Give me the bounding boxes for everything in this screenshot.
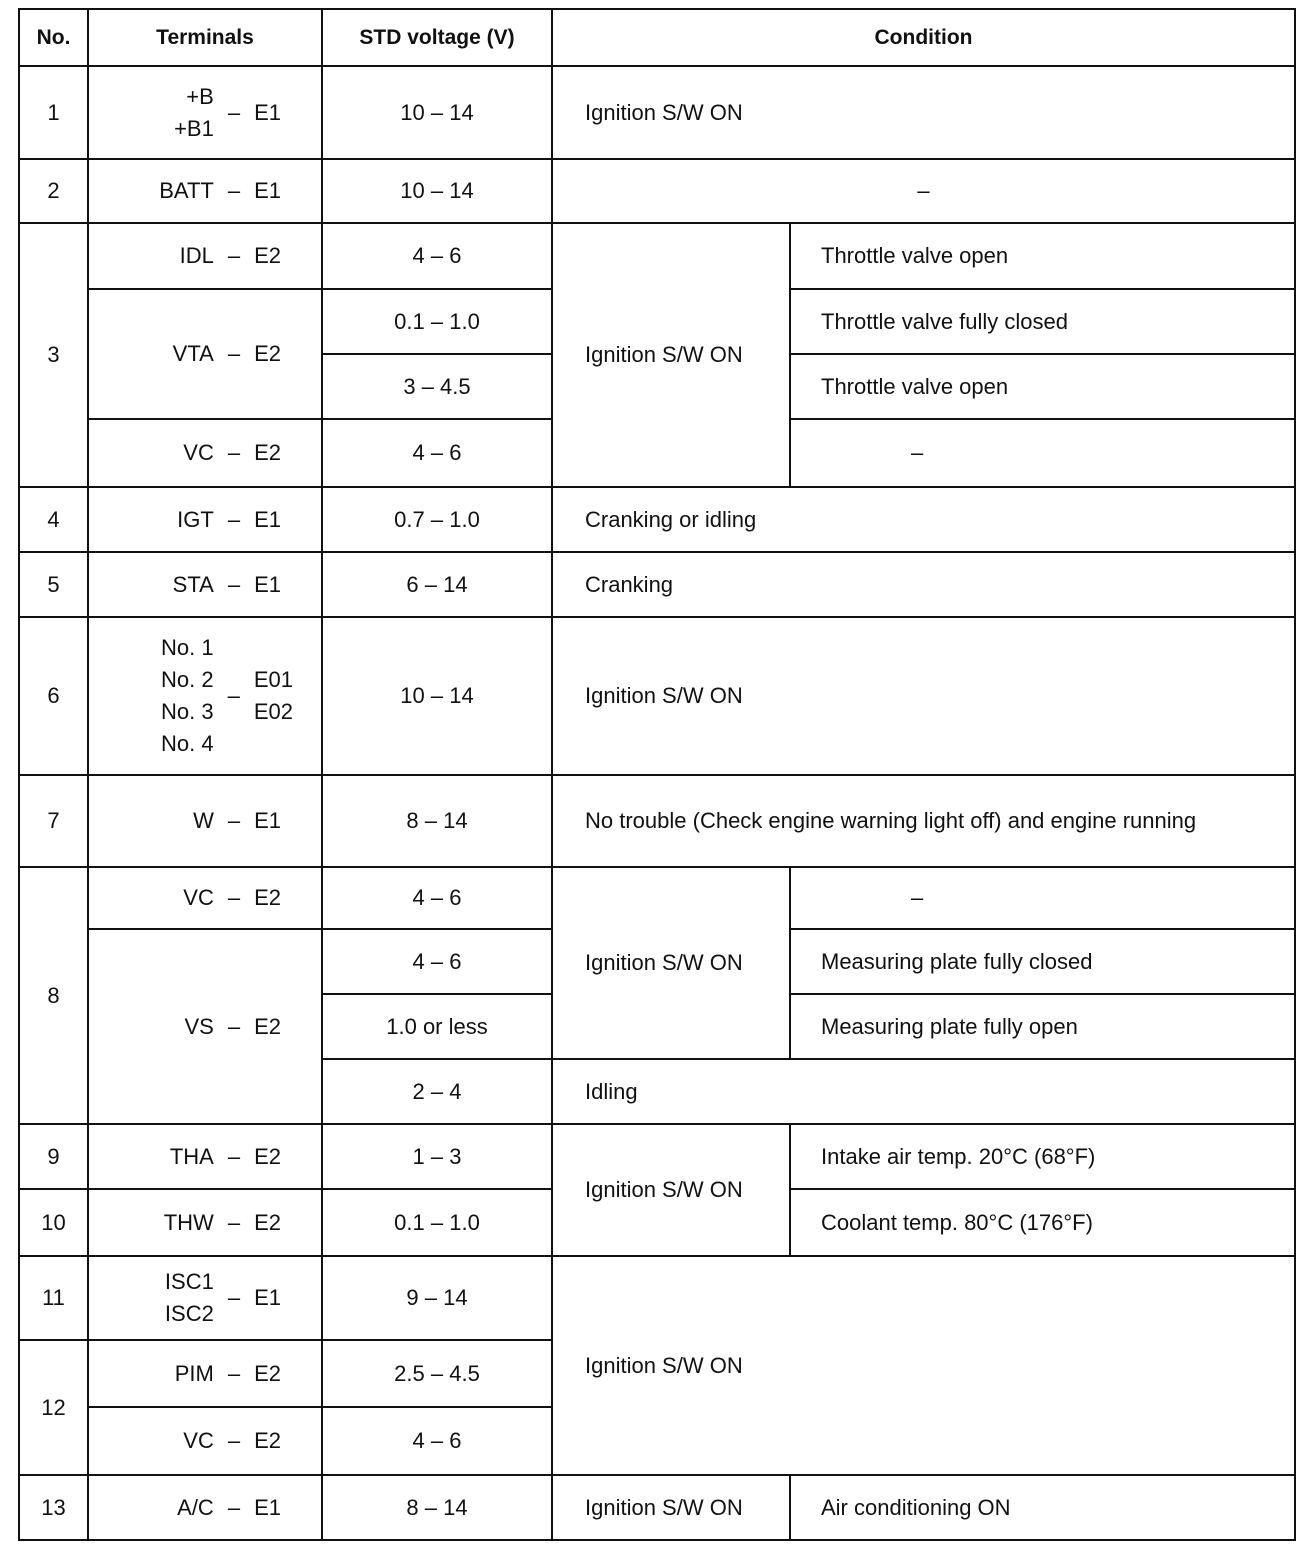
table-row (19, 487, 1295, 552)
terminal-dash: – (227, 1285, 241, 1310)
terminal-dash: – (227, 1360, 241, 1386)
ground-terminal: E2 (254, 440, 281, 465)
terminal-label: VC (183, 1428, 214, 1453)
terminal-cell (88, 289, 322, 419)
condition-cell: Ignition S/W ON (552, 66, 1295, 159)
voltage-cell: 0.1 – 1.0 (322, 1189, 552, 1256)
row-number: 3 (19, 223, 88, 487)
terminal-dash: – (227, 243, 241, 268)
ground-terminal: E2 (254, 1013, 281, 1039)
table-row (19, 1256, 1295, 1340)
condition-detail: Air conditioning ON (790, 1475, 1295, 1540)
terminal-cell (88, 1340, 322, 1407)
voltage-cell: 3 – 4.5 (322, 354, 552, 419)
table-row (19, 66, 1295, 159)
condition-cell: Ignition S/W ON (552, 1256, 1295, 1475)
header-voltage: STD voltage (V) (322, 9, 552, 66)
terminal-cell (88, 775, 322, 867)
terminal-dash: – (227, 683, 240, 708)
condition-detail: Measuring plate fully closed (790, 929, 1295, 994)
terminal-label: +B1 (174, 115, 214, 141)
terminal-cell (88, 867, 322, 929)
ground-terminal: E2 (254, 1209, 281, 1235)
voltage-cell: 4 – 6 (322, 929, 552, 994)
terminal-label: THA (169, 1143, 214, 1169)
voltage-cell: 8 – 14 (322, 775, 552, 867)
condition-cell: No trouble (Check engine warning light off) and engine running (552, 775, 1295, 867)
terminal-label: W (193, 808, 214, 833)
ground-terminal: E01 (253, 667, 293, 692)
voltage-cell: 4 – 6 (322, 419, 552, 487)
table-row (19, 159, 1295, 223)
terminal-dash: – (227, 99, 241, 125)
terminal-dash: – (227, 1143, 241, 1169)
ground-terminal: E1 (254, 1285, 281, 1310)
terminal-dash: – (227, 440, 241, 465)
row-number: 4 (19, 487, 88, 552)
row-number: 7 (19, 775, 88, 867)
row-number: 1 (19, 66, 88, 159)
terminal-label: IGT (177, 506, 214, 532)
terminal-dash: – (227, 885, 241, 910)
terminal-label: No. 2 (161, 667, 214, 692)
table-row (19, 552, 1295, 617)
row-number: 9 (19, 1124, 88, 1189)
condition-detail: Throttle valve fully closed (790, 289, 1295, 354)
terminal-cell (88, 552, 322, 617)
terminal-label: No. 4 (161, 731, 214, 756)
condition-cell: Idling (552, 1059, 1295, 1124)
voltage-cell: 0.1 – 1.0 (322, 289, 552, 354)
condition-detail: Intake air temp. 20°C (68°F) (790, 1124, 1295, 1189)
voltage-cell: 9 – 14 (322, 1256, 552, 1340)
ground-terminal: E2 (254, 1143, 281, 1169)
terminal-label: ISC2 (164, 1301, 214, 1326)
terminal-dash: – (227, 1494, 241, 1520)
row-number: 8 (19, 867, 88, 1124)
table-row (19, 775, 1295, 867)
voltage-cell: 10 – 14 (322, 617, 552, 775)
table-row (19, 617, 1295, 775)
ground-terminal: E2 (254, 243, 281, 268)
terminal-dash: – (227, 571, 241, 597)
voltage-cell: 6 – 14 (322, 552, 552, 617)
terminal-label: ISC1 (164, 1269, 214, 1294)
voltage-cell: 10 – 14 (322, 66, 552, 159)
row-number: 10 (19, 1189, 88, 1256)
terminal-label: PIM (174, 1360, 214, 1386)
voltage-cell: 0.7 – 1.0 (322, 487, 552, 552)
condition-cell: Cranking or idling (552, 487, 1295, 552)
terminal-cell (88, 487, 322, 552)
condition-cell: Ignition S/W ON (552, 1124, 790, 1256)
terminal-label: A/C (177, 1494, 214, 1520)
condition-cell: – (552, 159, 1295, 223)
ground-terminal: E2 (254, 885, 281, 910)
terminal-cell (88, 1407, 322, 1475)
ground-terminal: E2 (254, 1428, 281, 1453)
row-number: 12 (19, 1340, 88, 1475)
terminal-dash: – (227, 1428, 241, 1453)
terminal-label: VS (184, 1013, 214, 1039)
table-row (19, 223, 1295, 289)
voltage-cell: 2.5 – 4.5 (322, 1340, 552, 1407)
ground-terminal: E2 (254, 341, 281, 366)
terminal-dash: – (227, 808, 241, 833)
table-row (19, 1124, 1295, 1189)
voltage-cell: 2 – 4 (322, 1059, 552, 1124)
condition-cell: Ignition S/W ON (552, 1475, 790, 1540)
row-number: 6 (19, 617, 88, 775)
terminal-label: IDL (179, 243, 214, 268)
row-number: 5 (19, 552, 88, 617)
terminal-label: No. 1 (161, 635, 214, 660)
table-row (19, 1475, 1295, 1540)
terminal-cell (88, 617, 322, 775)
row-number: 13 (19, 1475, 88, 1540)
header-terminals: Terminals (88, 9, 322, 66)
ground-terminal: E1 (254, 99, 281, 125)
condition-detail: Measuring plate fully open (790, 994, 1295, 1059)
voltage-cell: 10 – 14 (322, 159, 552, 223)
condition-detail: – (790, 419, 1295, 487)
header-condition: Condition (552, 9, 1295, 66)
condition-cell: Ignition S/W ON (552, 867, 790, 1059)
voltage-cell: 4 – 6 (322, 1407, 552, 1475)
ground-terminal: E1 (254, 178, 281, 203)
terminal-label: No. 3 (161, 699, 214, 724)
condition-detail: Throttle valve open (790, 354, 1295, 419)
ground-terminal: E1 (254, 506, 281, 532)
terminal-cell (88, 419, 322, 487)
terminal-dash: – (227, 506, 241, 532)
ground-terminal: E1 (254, 571, 281, 597)
condition-detail: Throttle valve open (790, 223, 1295, 289)
header-no: No. (19, 9, 88, 66)
terminal-label: +B (186, 83, 214, 109)
ground-terminal: E1 (254, 808, 281, 833)
terminal-dash: – (227, 178, 241, 203)
ground-terminal: E1 (254, 1494, 281, 1520)
voltage-cell: 4 – 6 (322, 223, 552, 289)
terminal-label: THW (163, 1209, 214, 1235)
condition-detail: Coolant temp. 80°C (176°F) (790, 1189, 1295, 1256)
terminal-cell (88, 1256, 322, 1340)
terminal-cell (88, 1189, 322, 1256)
condition-detail: – (790, 867, 1295, 929)
terminal-label: BATT (159, 178, 214, 203)
row-number: 2 (19, 159, 88, 223)
terminal-dash: – (227, 1209, 241, 1235)
terminal-label: VC (183, 440, 214, 465)
terminal-cell (88, 929, 322, 1124)
terminal-voltage-table (18, 8, 1296, 1541)
terminal-cell (88, 1475, 322, 1540)
table-header-row (19, 9, 1295, 66)
terminal-dash: – (227, 1013, 241, 1039)
terminal-label: VC (183, 885, 214, 910)
voltage-cell: 8 – 14 (322, 1475, 552, 1540)
terminal-cell (88, 159, 322, 223)
terminal-cell (88, 1124, 322, 1189)
ground-terminal: E02 (253, 699, 293, 724)
terminal-label: VTA (172, 341, 214, 366)
voltage-cell: 1.0 or less (322, 994, 552, 1059)
condition-cell: Ignition S/W ON (552, 223, 790, 487)
terminal-cell (88, 66, 322, 159)
table-row (19, 867, 1295, 929)
voltage-cell: 1 – 3 (322, 1124, 552, 1189)
ground-terminal: E2 (254, 1360, 281, 1386)
row-number: 11 (19, 1256, 88, 1340)
terminal-dash: – (227, 341, 241, 366)
condition-cell: Cranking (552, 552, 1295, 617)
terminal-cell (88, 223, 322, 289)
voltage-cell: 4 – 6 (322, 867, 552, 929)
terminal-label: STA (172, 571, 214, 597)
condition-cell: Ignition S/W ON (552, 617, 1295, 775)
